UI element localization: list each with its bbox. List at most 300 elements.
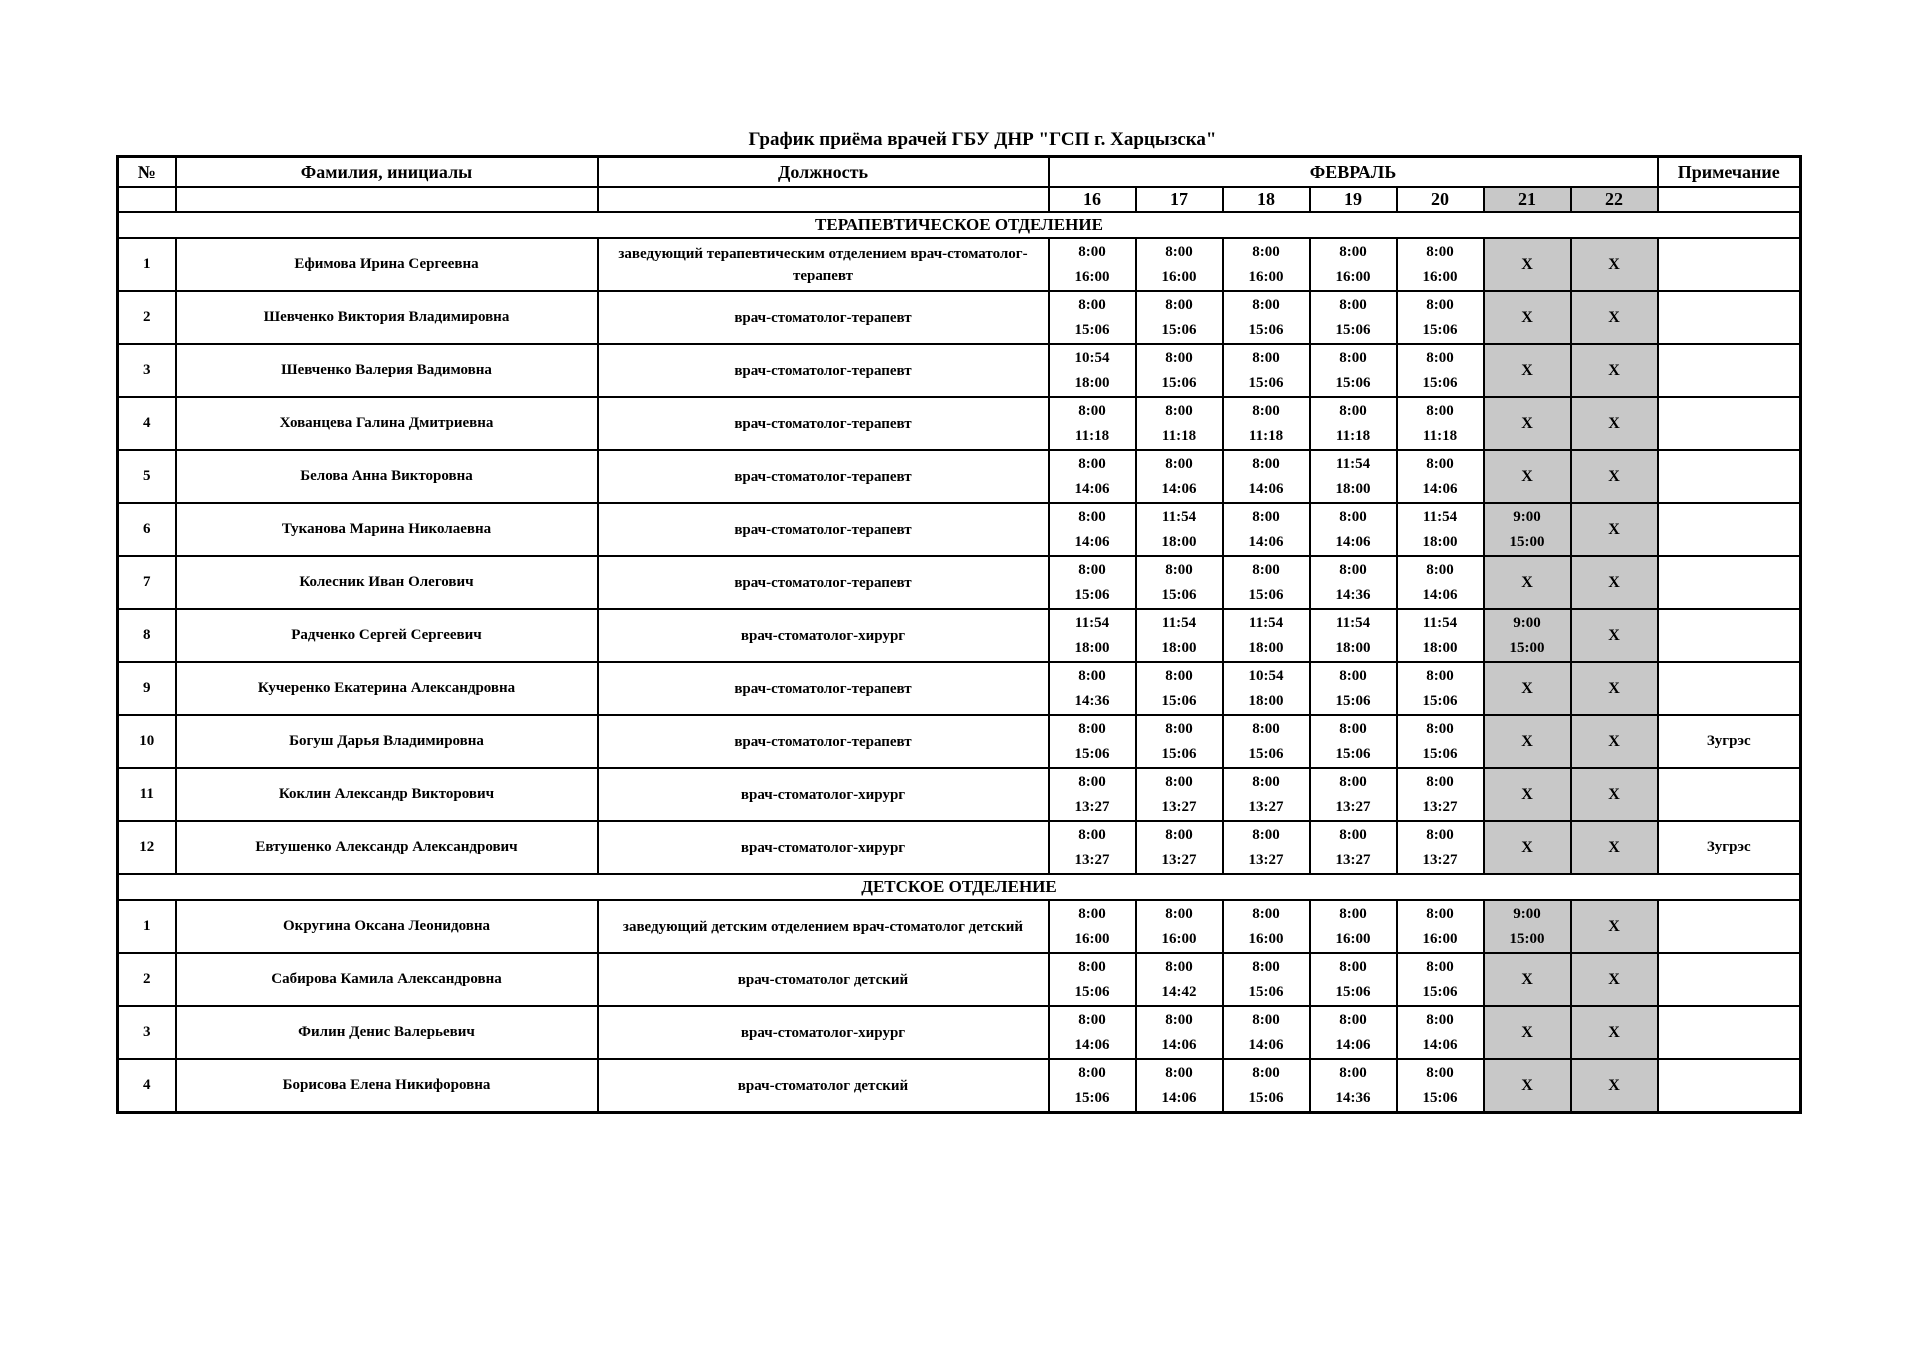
schedule-cell xyxy=(1571,609,1658,662)
schedule-cell xyxy=(1571,503,1658,556)
shift-start: 8:00 xyxy=(1078,455,1106,472)
shift-start: 8:00 xyxy=(1165,773,1193,790)
day-off-mark: X xyxy=(1608,679,1620,697)
shift-start: 8:00 xyxy=(1426,402,1454,419)
shift-end: 15:06 xyxy=(1074,745,1110,762)
day-off-mark: X xyxy=(1608,732,1620,750)
schedule-cell xyxy=(1223,715,1310,768)
doctor-name: Кучеренко Екатерина Александровна xyxy=(176,662,598,715)
row-number: 2 xyxy=(118,291,176,344)
schedule-cell xyxy=(1223,503,1310,556)
table-row xyxy=(118,556,1801,609)
row-number: 1 xyxy=(118,900,176,953)
schedule-cell xyxy=(1310,821,1397,874)
schedule-cell xyxy=(1049,1006,1136,1059)
table-row xyxy=(118,953,1801,1006)
table-row xyxy=(118,768,1801,821)
doctor-name: Богуш Дарья Владимировна xyxy=(176,715,598,768)
schedule-cell xyxy=(1136,768,1223,821)
doctor-position: врач-стоматолог-хирург xyxy=(598,1006,1049,1059)
schedule-cell xyxy=(1049,556,1136,609)
shift-start: 8:00 xyxy=(1339,561,1367,578)
shift-end: 13:27 xyxy=(1422,798,1458,815)
doctor-name: Филин Денис Валерьевич xyxy=(176,1006,598,1059)
shift-end: 14:06 xyxy=(1248,1036,1284,1053)
shift-end: 15:06 xyxy=(1161,586,1197,603)
schedule-cell xyxy=(1223,900,1310,953)
schedule-cell xyxy=(1484,821,1571,874)
note-cell xyxy=(1658,238,1801,291)
day-off-mark: X xyxy=(1608,414,1620,432)
shift-start: 8:00 xyxy=(1252,455,1280,472)
shift-end: 15:06 xyxy=(1422,1089,1458,1106)
shift-end: 15:06 xyxy=(1422,692,1458,709)
schedule-cell xyxy=(1223,450,1310,503)
shift-end: 15:06 xyxy=(1335,321,1371,338)
empty-cell xyxy=(118,187,176,212)
day-header: 18 xyxy=(1223,187,1310,212)
shift-end: 11:18 xyxy=(1161,427,1197,444)
shift-start: 8:00 xyxy=(1078,402,1106,419)
shift-end: 18:00 xyxy=(1248,692,1284,709)
schedule-cell xyxy=(1310,450,1397,503)
day-off-mark: X xyxy=(1608,361,1620,379)
schedule-cell xyxy=(1310,556,1397,609)
day-header: 17 xyxy=(1136,187,1223,212)
shift-end: 11:18 xyxy=(1422,427,1458,444)
doctor-position: врач-стоматолог-терапевт xyxy=(598,397,1049,450)
shift-end: 14:06 xyxy=(1074,480,1110,497)
day-off-mark: X xyxy=(1521,732,1533,750)
schedule-cell xyxy=(1397,556,1484,609)
schedule-cell xyxy=(1136,556,1223,609)
schedule-cell xyxy=(1136,397,1223,450)
schedule-body xyxy=(118,212,1801,1113)
schedule-cell xyxy=(1049,715,1136,768)
schedule-cell xyxy=(1397,609,1484,662)
schedule-cell xyxy=(1310,1059,1397,1113)
doctor-name: Евтушенко Александр Александрович xyxy=(176,821,598,874)
shift-end: 13:27 xyxy=(1248,851,1284,868)
schedule-cell xyxy=(1223,397,1310,450)
schedule-cell xyxy=(1310,900,1397,953)
day-header-weekend: 21 xyxy=(1484,187,1571,212)
row-number: 8 xyxy=(118,609,176,662)
day-header-weekend: 22 xyxy=(1571,187,1658,212)
shift-start: 8:00 xyxy=(1165,905,1193,922)
schedule-cell xyxy=(1484,662,1571,715)
shift-end: 14:06 xyxy=(1248,533,1284,550)
shift-start: 8:00 xyxy=(1252,773,1280,790)
day-off-mark: X xyxy=(1521,361,1533,379)
shift-end: 16:00 xyxy=(1422,268,1458,285)
shift-end: 15:00 xyxy=(1509,639,1545,656)
header-row xyxy=(118,157,1801,188)
schedule-cell xyxy=(1136,1006,1223,1059)
note-cell xyxy=(1658,344,1801,397)
schedule-cell xyxy=(1049,953,1136,1006)
day-off-mark: X xyxy=(1608,255,1620,273)
day-off-mark: X xyxy=(1608,785,1620,803)
shift-end: 14:06 xyxy=(1335,533,1371,550)
schedule-cell xyxy=(1397,503,1484,556)
section-title: ТЕРАПЕВТИЧЕСКОЕ ОТДЕЛЕНИЕ xyxy=(118,212,1801,238)
row-number: 3 xyxy=(118,1006,176,1059)
doctor-position: врач-стоматолог-хирург xyxy=(598,768,1049,821)
schedule-cell xyxy=(1397,291,1484,344)
shift-start: 8:00 xyxy=(1426,296,1454,313)
day-off-mark: X xyxy=(1521,838,1533,856)
day-off-mark: X xyxy=(1521,308,1533,326)
schedule-cell xyxy=(1310,953,1397,1006)
table-row xyxy=(118,609,1801,662)
shift-start: 8:00 xyxy=(1078,720,1106,737)
schedule-cell xyxy=(1571,556,1658,609)
shift-start: 9:00 xyxy=(1513,905,1541,922)
schedule-cell xyxy=(1484,1059,1571,1113)
shift-start: 8:00 xyxy=(1078,826,1106,843)
schedule-cell xyxy=(1223,556,1310,609)
shift-start: 8:00 xyxy=(1165,402,1193,419)
schedule-cell xyxy=(1571,662,1658,715)
schedule-cell xyxy=(1136,715,1223,768)
day-off-mark: X xyxy=(1521,1023,1533,1041)
table-row xyxy=(118,450,1801,503)
row-number: 4 xyxy=(118,1059,176,1113)
shift-start: 8:00 xyxy=(1339,349,1367,366)
shift-start: 9:00 xyxy=(1513,614,1541,631)
schedule-cell xyxy=(1223,1059,1310,1113)
schedule-cell xyxy=(1136,450,1223,503)
table-row xyxy=(118,662,1801,715)
schedule-cell xyxy=(1310,344,1397,397)
schedule-cell xyxy=(1223,344,1310,397)
shift-start: 11:54 xyxy=(1422,508,1458,525)
schedule-cell xyxy=(1049,1059,1136,1113)
schedule-cell xyxy=(1571,953,1658,1006)
shift-end: 15:06 xyxy=(1248,374,1284,391)
doctor-position: врач-стоматолог-хирург xyxy=(598,821,1049,874)
doctor-position: врач-стоматолог-терапевт xyxy=(598,503,1049,556)
shift-start: 8:00 xyxy=(1339,243,1367,260)
day-off-mark: X xyxy=(1608,626,1620,644)
row-number: 9 xyxy=(118,662,176,715)
shift-start: 8:00 xyxy=(1078,508,1106,525)
shift-end: 18:00 xyxy=(1335,639,1371,656)
day-header: 20 xyxy=(1397,187,1484,212)
shift-start: 8:00 xyxy=(1339,773,1367,790)
note-cell xyxy=(1658,768,1801,821)
shift-start: 8:00 xyxy=(1426,667,1454,684)
schedule-cell xyxy=(1310,397,1397,450)
shift-start: 8:00 xyxy=(1252,296,1280,313)
shift-end: 15:06 xyxy=(1161,321,1197,338)
schedule-cell xyxy=(1136,953,1223,1006)
table-row xyxy=(118,715,1801,768)
schedule-cell xyxy=(1484,556,1571,609)
shift-end: 15:06 xyxy=(1248,745,1284,762)
shift-start: 11:54 xyxy=(1335,614,1371,631)
shift-start: 8:00 xyxy=(1252,243,1280,260)
shift-end: 15:06 xyxy=(1161,374,1197,391)
shift-end: 15:06 xyxy=(1248,321,1284,338)
shift-start: 8:00 xyxy=(1165,455,1193,472)
shift-start: 8:00 xyxy=(1165,349,1193,366)
schedule-cell xyxy=(1397,662,1484,715)
schedule-cell xyxy=(1049,821,1136,874)
note-cell xyxy=(1658,291,1801,344)
empty-cell xyxy=(176,187,598,212)
shift-start: 8:00 xyxy=(1426,243,1454,260)
day-off-mark: X xyxy=(1608,573,1620,591)
row-number: 7 xyxy=(118,556,176,609)
shift-end: 15:06 xyxy=(1074,1089,1110,1106)
schedule-cell xyxy=(1136,900,1223,953)
doctor-position: врач-стоматолог-терапевт xyxy=(598,715,1049,768)
document-title: График приёма врачей ГБУ ДНР "ГСП г. Харцызска" xyxy=(748,129,1217,150)
shift-start: 8:00 xyxy=(1339,1011,1367,1028)
shift-end: 15:06 xyxy=(1074,321,1110,338)
schedule-cell xyxy=(1397,238,1484,291)
doctor-position: врач-стоматолог-терапевт xyxy=(598,662,1049,715)
day-off-mark: X xyxy=(1521,573,1533,591)
shift-end: 16:00 xyxy=(1248,268,1284,285)
shift-start: 8:00 xyxy=(1339,720,1367,737)
table-row xyxy=(118,821,1801,874)
schedule-cell xyxy=(1223,609,1310,662)
shift-start: 11:54 xyxy=(1248,614,1284,631)
shift-start: 11:54 xyxy=(1161,508,1197,525)
doctor-position: врач-стоматолог-терапевт xyxy=(598,556,1049,609)
shift-start: 8:00 xyxy=(1252,402,1280,419)
shift-start: 8:00 xyxy=(1165,243,1193,260)
day-off-mark: X xyxy=(1608,467,1620,485)
shift-end: 13:27 xyxy=(1335,851,1371,868)
shift-start: 8:00 xyxy=(1426,720,1454,737)
schedule-cell xyxy=(1310,662,1397,715)
schedule-cell xyxy=(1136,1059,1223,1113)
schedule-cell xyxy=(1484,609,1571,662)
shift-end: 11:18 xyxy=(1248,427,1284,444)
note-cell xyxy=(1658,1059,1801,1113)
doctor-position: заведующий терапевтическим отделением врач-стоматолог-терапевт xyxy=(598,238,1049,291)
note-cell xyxy=(1658,556,1801,609)
schedule-cell xyxy=(1049,900,1136,953)
shift-end: 13:27 xyxy=(1074,851,1110,868)
table-row xyxy=(118,1006,1801,1059)
schedule-cell xyxy=(1571,1006,1658,1059)
row-number: 1 xyxy=(118,238,176,291)
schedule-cell xyxy=(1397,397,1484,450)
schedule-cell xyxy=(1136,344,1223,397)
note-cell xyxy=(1658,1006,1801,1059)
row-number: 11 xyxy=(118,768,176,821)
shift-end: 15:06 xyxy=(1248,983,1284,1000)
shift-start: 8:00 xyxy=(1339,296,1367,313)
schedule-cell xyxy=(1136,609,1223,662)
schedule-cell xyxy=(1484,953,1571,1006)
doctor-position: заведующий детским отделением врач-стоматолог детский xyxy=(598,900,1049,953)
schedule-cell xyxy=(1571,238,1658,291)
day-off-mark: X xyxy=(1521,1076,1533,1094)
row-number: 4 xyxy=(118,397,176,450)
shift-end: 11:18 xyxy=(1335,427,1371,444)
header-num: № xyxy=(118,157,176,188)
day-header: 19 xyxy=(1310,187,1397,212)
shift-end: 13:27 xyxy=(1422,851,1458,868)
day-off-mark: X xyxy=(1608,1076,1620,1094)
doctor-position: врач-стоматолог детский xyxy=(598,1059,1049,1113)
schedule-cell xyxy=(1484,900,1571,953)
schedule-cell xyxy=(1571,291,1658,344)
schedule-cell xyxy=(1223,1006,1310,1059)
shift-start: 8:00 xyxy=(1252,905,1280,922)
note-cell xyxy=(1658,397,1801,450)
schedule-cell xyxy=(1484,397,1571,450)
table-row xyxy=(118,344,1801,397)
shift-start: 8:00 xyxy=(1252,826,1280,843)
shift-start: 8:00 xyxy=(1165,667,1193,684)
shift-end: 18:00 xyxy=(1422,639,1458,656)
day-off-mark: X xyxy=(1608,970,1620,988)
doctor-position: врач-стоматолог-хирург xyxy=(598,609,1049,662)
schedule-cell xyxy=(1571,768,1658,821)
schedule-table xyxy=(116,155,1802,1114)
shift-end: 18:00 xyxy=(1074,374,1110,391)
shift-start: 8:00 xyxy=(1165,1064,1193,1081)
table-row xyxy=(118,397,1801,450)
shift-end: 16:00 xyxy=(1074,930,1110,947)
shift-end: 16:00 xyxy=(1248,930,1284,947)
day-off-mark: X xyxy=(1608,917,1620,935)
shift-end: 15:06 xyxy=(1161,745,1197,762)
shift-end: 15:06 xyxy=(1335,745,1371,762)
shift-end: 16:00 xyxy=(1161,930,1197,947)
section-header-row xyxy=(118,874,1801,900)
schedule-cell xyxy=(1397,1059,1484,1113)
shift-start: 8:00 xyxy=(1078,905,1106,922)
shift-end: 14:36 xyxy=(1335,586,1371,603)
note-cell xyxy=(1658,609,1801,662)
day-off-mark: X xyxy=(1521,970,1533,988)
shift-start: 11:54 xyxy=(1422,614,1458,631)
shift-start: 8:00 xyxy=(1252,958,1280,975)
note-cell xyxy=(1658,953,1801,1006)
doctor-name: Шевченко Виктория Владимировна xyxy=(176,291,598,344)
shift-start: 8:00 xyxy=(1339,508,1367,525)
shift-end: 15:06 xyxy=(1161,692,1197,709)
shift-end: 14:42 xyxy=(1161,983,1197,1000)
schedule-cell xyxy=(1223,821,1310,874)
shift-end: 15:06 xyxy=(1335,692,1371,709)
schedule-cell xyxy=(1136,662,1223,715)
day-off-mark: X xyxy=(1608,1023,1620,1041)
shift-start: 9:00 xyxy=(1513,508,1541,525)
schedule-cell xyxy=(1571,1059,1658,1113)
doctor-name: Коклин Александр Викторович xyxy=(176,768,598,821)
shift-start: 8:00 xyxy=(1078,243,1106,260)
shift-end: 14:36 xyxy=(1335,1089,1371,1106)
schedule-cell xyxy=(1397,768,1484,821)
schedule-cell xyxy=(1049,397,1136,450)
shift-end: 14:06 xyxy=(1161,480,1197,497)
shift-start: 8:00 xyxy=(1339,826,1367,843)
schedule-cell xyxy=(1571,900,1658,953)
schedule-cell xyxy=(1136,291,1223,344)
shift-start: 8:00 xyxy=(1078,958,1106,975)
shift-start: 8:00 xyxy=(1426,905,1454,922)
doctor-name: Белова Анна Викторовна xyxy=(176,450,598,503)
schedule-cell xyxy=(1397,821,1484,874)
shift-end: 18:00 xyxy=(1074,639,1110,656)
shift-start: 8:00 xyxy=(1426,455,1454,472)
schedule-cell xyxy=(1484,768,1571,821)
empty-cell xyxy=(598,187,1049,212)
schedule-cell xyxy=(1484,344,1571,397)
table-row xyxy=(118,291,1801,344)
shift-end: 16:00 xyxy=(1422,930,1458,947)
shift-end: 11:18 xyxy=(1074,427,1110,444)
shift-end: 14:06 xyxy=(1422,480,1458,497)
day-header-row xyxy=(118,187,1801,212)
shift-start: 8:00 xyxy=(1426,1064,1454,1081)
schedule-cell xyxy=(1136,821,1223,874)
shift-end: 14:06 xyxy=(1074,1036,1110,1053)
schedule-cell xyxy=(1484,715,1571,768)
shift-end: 18:00 xyxy=(1335,480,1371,497)
section-header-row xyxy=(118,212,1801,238)
doctor-name: Ефимова Ирина Сергеевна xyxy=(176,238,598,291)
shift-end: 15:06 xyxy=(1422,745,1458,762)
doctor-position: врач-стоматолог-терапевт xyxy=(598,450,1049,503)
schedule-cell xyxy=(1049,768,1136,821)
schedule-cell xyxy=(1223,238,1310,291)
doctor-position: врач-стоматолог детский xyxy=(598,953,1049,1006)
schedule-cell xyxy=(1484,450,1571,503)
shift-end: 13:27 xyxy=(1335,798,1371,815)
schedule-cell xyxy=(1571,397,1658,450)
shift-end: 14:06 xyxy=(1074,533,1110,550)
shift-start: 8:00 xyxy=(1339,402,1367,419)
shift-end: 16:00 xyxy=(1335,268,1371,285)
doctor-name: Сабирова Камила Александровна xyxy=(176,953,598,1006)
doctor-name: Колесник Иван Олегович xyxy=(176,556,598,609)
shift-start: 8:00 xyxy=(1252,1011,1280,1028)
shift-end: 13:27 xyxy=(1161,798,1197,815)
shift-start: 8:00 xyxy=(1426,826,1454,843)
note-cell xyxy=(1658,900,1801,953)
row-number: 5 xyxy=(118,450,176,503)
day-off-mark: X xyxy=(1521,785,1533,803)
shift-start: 8:00 xyxy=(1426,1011,1454,1028)
empty-cell xyxy=(1658,187,1801,212)
doctor-name: Радченко Сергей Сергеевич xyxy=(176,609,598,662)
schedule-cell xyxy=(1049,450,1136,503)
shift-end: 18:00 xyxy=(1422,533,1458,550)
schedule-cell xyxy=(1397,900,1484,953)
shift-end: 15:06 xyxy=(1422,983,1458,1000)
schedule-cell xyxy=(1049,503,1136,556)
shift-end: 16:00 xyxy=(1335,930,1371,947)
shift-end: 16:00 xyxy=(1074,268,1110,285)
table-row xyxy=(118,503,1801,556)
header-name: Фамилия, инициалы xyxy=(176,157,598,188)
schedule-cell xyxy=(1484,238,1571,291)
shift-end: 14:06 xyxy=(1248,480,1284,497)
shift-end: 15:06 xyxy=(1335,983,1371,1000)
day-off-mark: X xyxy=(1521,414,1533,432)
schedule-cell xyxy=(1049,291,1136,344)
